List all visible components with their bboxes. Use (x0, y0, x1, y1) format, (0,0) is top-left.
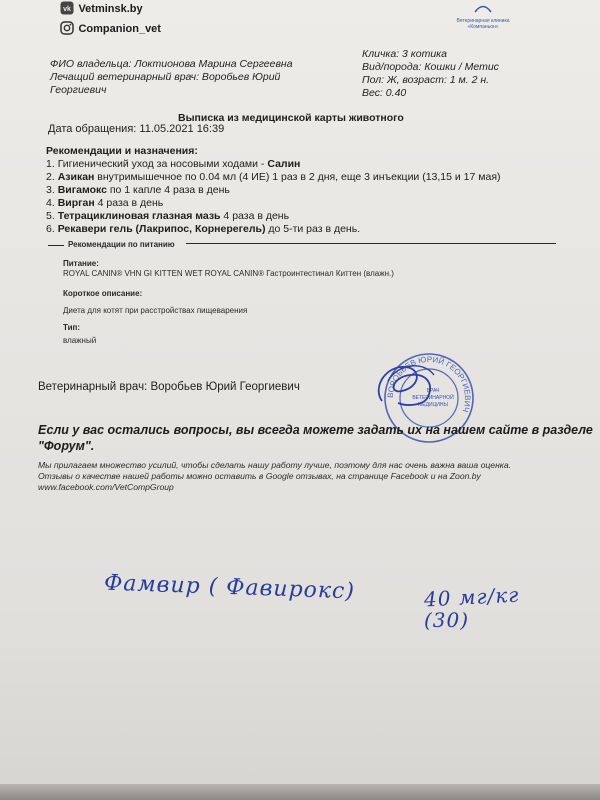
food-label: Питание: (63, 259, 99, 268)
item-number: 3. (46, 184, 55, 196)
clinic-logo-line-1: Ветеринарная клиника (456, 18, 510, 24)
question-line-2: "Форум". (38, 439, 95, 453)
pet-breed: Вид/порода: Кошки / Метис (362, 61, 499, 73)
pet-sex-age: Пол: Ж, возраст: 1 м. 2 н. (362, 74, 490, 86)
drug-name: Вигамокс (57, 184, 107, 196)
type-value: влажный (63, 336, 97, 345)
attending-vet-line2: Георгиевич (50, 84, 107, 96)
type-label: Тип: (63, 323, 80, 332)
handwritten-dose: 40 мг/кг (423, 582, 520, 612)
signature-line: Ветеринарный врач: Воробьев Юрий Георгиевич (38, 381, 300, 393)
stamp-ring-text: ВОРОБЬЕВ ЮРИЙ ГЕОРГИЕВИЧ (385, 354, 473, 414)
item-text: внутримышечное по 0.04 мл (4 ИЕ) 1 раз в 2 дня, еще 3 инъекции (13,15 и 17 мая) (94, 171, 501, 183)
list-item (46, 184, 501, 197)
food-value: ROYAL CANIN® VHN GI KITTEN WET ROYAL CANIN® Гастроинтестинал Киттен (влажн.) (63, 269, 394, 278)
question-line-1: Если у вас остались вопросы, вы всегда можете задать их на нашем сайте в разделе (38, 423, 593, 437)
item-text: по 1 капле 4 раза в день (106, 184, 230, 196)
clinic-logo (452, 0, 514, 30)
drug-name: Тетрациклиновая глазная мазь (57, 210, 221, 222)
list-item (46, 223, 501, 236)
drug-name: Салин (267, 158, 301, 170)
item-number: 6. (46, 223, 55, 235)
drug-name: Рекавери гель (Лакрипос, Корнерегель) (57, 223, 266, 235)
drug-name: Вирган (57, 197, 95, 209)
instagram-icon (60, 21, 74, 35)
recommendations (46, 145, 501, 236)
list-item (46, 210, 501, 223)
section-divider-right (186, 243, 556, 244)
note-line-1: Мы прилагаем множество усилий, чтобы сделать нашу работу лучше, поэтому для нас очень важна ваша оценка. (38, 460, 512, 470)
clinic-logo-line-2: «Компаньон» (467, 24, 499, 30)
note-line-2: Отзывы о качестве нашей работы можно оставить в Google отзывах, на странице Facebook и на Zoon.by (38, 471, 481, 481)
item-number: 1. (46, 158, 55, 170)
visit-date: Дата обращения: 11.05.2021 16:39 (48, 123, 225, 135)
item-number: 4. (46, 197, 55, 209)
pet-weight: Вес: 0.40 (362, 87, 407, 99)
clinic-logo-icon (473, 3, 493, 13)
description-value: Диета для котят при расстройствах пищеварения (63, 306, 248, 315)
item-number: 2. (46, 171, 55, 183)
site-link[interactable]: Vetminsk.by (78, 3, 143, 15)
drug-name: Азикан (57, 171, 95, 183)
item-text: 4 раза в день (94, 197, 164, 209)
owner-name: ФИО владельца: Локтионова Марина Сергеевна (50, 58, 293, 70)
handwritten-drug: Фамвир ( Фавирокс) (103, 570, 356, 605)
pet-nickname: Кличка: 3 котика (362, 48, 447, 60)
site-row (60, 0, 143, 17)
stamp-center-line-1: ВРАЧ (426, 388, 440, 394)
handwritten-dose-extra: (30) (424, 608, 470, 632)
description-label: Короткое описание: (63, 289, 143, 298)
facebook-link[interactable]: www.facebook.com/VetCompGroup (38, 482, 174, 492)
handwritten-signature (368, 357, 448, 417)
social-link[interactable]: Companion_vet (78, 23, 161, 35)
list-item (46, 171, 501, 184)
stamp-center-line-2: ВЕТЕРИНАРНОЙ (412, 395, 454, 401)
item-text: 4 раза в день (220, 210, 290, 222)
item-text: Гигиенический уход за носовыми ходами - (57, 158, 268, 170)
vk-icon (60, 1, 74, 15)
nutrition-heading: Рекомендации по питанию (68, 240, 175, 249)
section-divider-left (48, 245, 64, 246)
attending-vet-line1: Лечащий ветеринарный врач: Воробьев Юрий (50, 71, 281, 83)
svg-text:vk: vk (63, 5, 71, 13)
item-text: до 5-ти раз в день. (265, 223, 361, 235)
document-title: Выписка из медицинской карты животного (178, 112, 404, 124)
list-item (46, 158, 501, 171)
stamp-center-line-3: МЕДИЦИНЫ (418, 402, 448, 408)
item-number: 5. (46, 210, 55, 222)
page-edge (0, 784, 600, 800)
recommendations-heading: Рекомендации и назначения: (46, 145, 198, 157)
social-row (60, 19, 161, 37)
list-item (46, 197, 501, 210)
